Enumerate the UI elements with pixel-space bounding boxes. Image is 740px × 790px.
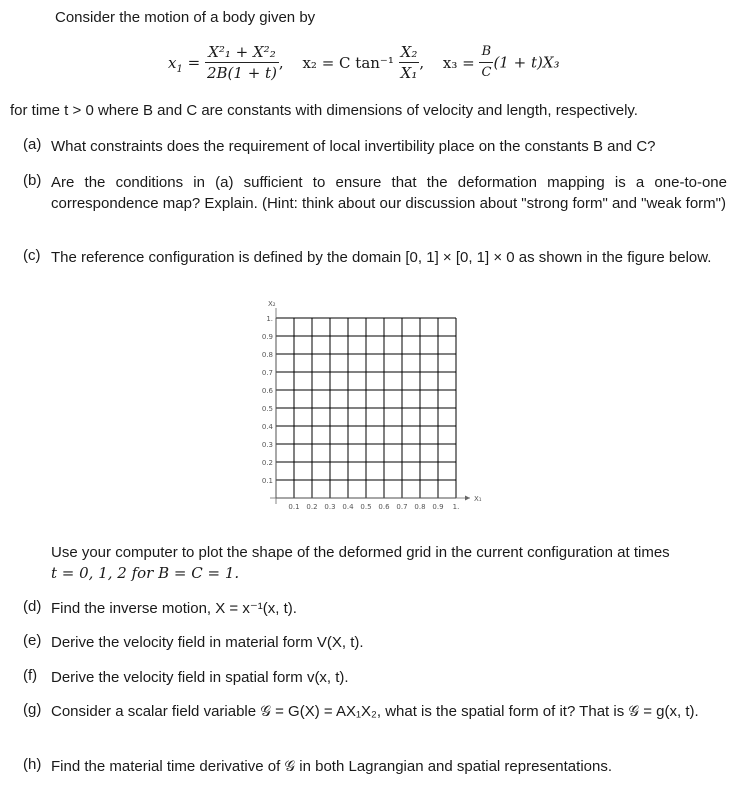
x-axis-arrow [465, 496, 470, 501]
part-d-label: (d) [23, 598, 42, 615]
x3-tail: (1 + t)X₃ [493, 53, 560, 72]
y-tick-label: 0.5 [261, 405, 273, 413]
x3-fraction [479, 42, 493, 83]
x2-lhs: x₂ = C tan⁻¹ [302, 53, 394, 72]
x-tick-label: 0.9 [432, 503, 444, 511]
motion-equation: $x_1$ = $\frac{\text{X²₁ + X²₂}}{2B(1 + t)}$ , x₂ = C tan⁻¹ $\frac{\text{X₂}}{\text{X₁}}$ , x₃ = $\frac{B}{C}$ (1 + t)X₃ [168, 43, 560, 82]
part-h-text: Find the material time derivative of 𝒢 in both Lagrangian and spatial representations. [51, 758, 612, 775]
time-line: for time t > 0 where B and C are constants with dimensions of velocity and length, respectively. [10, 102, 638, 119]
part-a-text: What constraints does the requirement of local invertibility place on the constants B and C? [51, 138, 656, 155]
intro-text: Consider the motion of a body given by [55, 9, 316, 26]
part-d-text: Find the inverse motion, X = x⁻¹(x, t). [51, 600, 297, 617]
x-tick-label: 1. [452, 503, 460, 511]
reference-grid-figure [250, 296, 490, 521]
x1-lhs: $x_1$ [168, 53, 183, 75]
part-g-label: (g) [23, 701, 42, 718]
y-tick-label: 0.3 [261, 441, 273, 449]
part-b-label: (b) [23, 172, 42, 189]
x-tick-label: 0.4 [342, 503, 354, 511]
y-tick-label: 0.7 [261, 369, 273, 377]
x2-denominator: X₁ [400, 64, 418, 82]
y-tick-label: 0.2 [261, 459, 273, 467]
y-axis-label: X₂ [268, 300, 276, 308]
plot-instruction-line1: Use your computer to plot the shape of the deformed grid in the current configuration at times [51, 544, 670, 561]
part-g-text: Consider a scalar field variable 𝒢 = G(X) = AX₁X₂, what is the spatial form of it? That is 𝒢 = g(x, t). [51, 703, 699, 720]
x2-fraction [399, 42, 420, 83]
x-tick-label: 0.1 [288, 503, 300, 511]
y-tick-label: 1. [266, 315, 273, 323]
x-tick-label: 0.3 [324, 503, 336, 511]
part-e-text: Derive the velocity field in material form V(X, t). [51, 634, 364, 651]
x1-denominator: 2B(1 + t) [206, 64, 277, 82]
part-f-text: Derive the velocity field in spatial form v(x, t). [51, 669, 349, 686]
plot-instruction [51, 542, 727, 584]
y-tick-label: 0.8 [261, 351, 273, 359]
x3-lhs: x₃ = [442, 53, 475, 72]
x-tick-label: 0.6 [378, 503, 390, 511]
x1-fraction [205, 42, 279, 83]
x-tick-label: 0.8 [414, 503, 426, 511]
y-tick-label: 0.1 [261, 477, 273, 485]
part-b-text: Are the conditions in (a) sufficient to ensure that the deformation mapping is a one-to-one correspondence map? Explain. (Hint: think about our discussion about "strong form" and "weak form") [51, 174, 727, 212]
x-axis-label: X₁ [474, 495, 482, 503]
plot-instruction-line2: t = 0, 1, 2 for B = C = 1. [51, 564, 240, 582]
y-tick-label: 0.9 [261, 333, 273, 341]
y-tick-label: 0.4 [261, 423, 273, 431]
part-f-label: (f) [23, 667, 38, 684]
x-tick-label: 0.2 [306, 503, 318, 511]
part-a-label: (a) [23, 136, 42, 153]
x2-numerator: X₂ [400, 43, 418, 61]
part-h-label: (h) [23, 756, 42, 773]
x1-numerator: X²₁ + X²₂ [205, 42, 279, 63]
y-tick-label: 0.6 [261, 387, 273, 395]
part-c-text: The reference configuration is defined by the domain [0, 1] × [0, 1] × 0 as shown in the figure below. [51, 249, 712, 266]
x3-denominator: C [481, 65, 492, 80]
part-e-label: (e) [23, 632, 42, 649]
x3-numerator: B [479, 42, 493, 63]
part-c-label: (c) [23, 247, 41, 264]
x-tick-label: 0.7 [396, 503, 408, 511]
x-tick-label: 0.5 [360, 503, 372, 511]
